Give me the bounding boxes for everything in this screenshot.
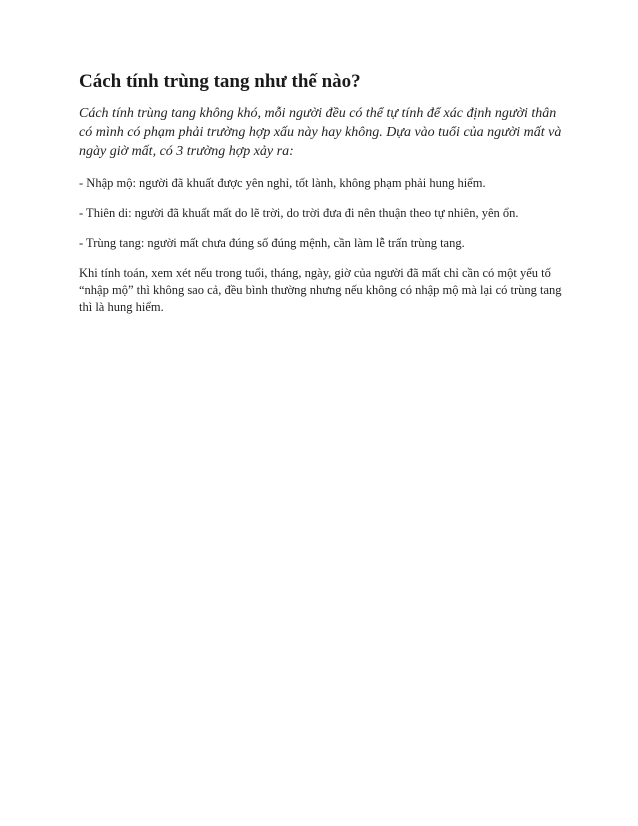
- list-item-thien-di: - Thiên di: người đã khuất mất do lẽ trời, do trời đưa đi nên thuận theo tự nhiên, yên ổn.: [79, 206, 519, 220]
- document-page: [79, 70, 569, 316]
- document-title: Cách tính trùng tang như thế nào?: [79, 71, 361, 92]
- closing-paragraph: Khi tính toán, xem xét nếu trong tuổi, tháng, ngày, giờ của người đã mất chỉ cần có một yếu tố “nhập mộ” thì không sao cả, đều bình thường nhưng nếu không có nhập mộ mà lại có trùng tang thì là hung hiểm.: [79, 266, 562, 314]
- list-item-nhap-mo: - Nhập mộ: người đã khuất được yên nghỉ, tốt lành, không phạm phải hung hiểm.: [79, 176, 486, 190]
- list-item-trung-tang: - Trùng tang: người mất chưa đúng số đúng mệnh, cần làm lễ trấn trùng tang.: [79, 236, 465, 250]
- intro-paragraph: Cách tính trùng tang không khó, mỗi người đều có thể tự tính để xác định người thân có mình có phạm phải trường hợp xấu này hay không. Dựa vào tuổi của người mất và ngày giờ mất, có 3 trường hợp xảy ra:: [79, 106, 562, 159]
